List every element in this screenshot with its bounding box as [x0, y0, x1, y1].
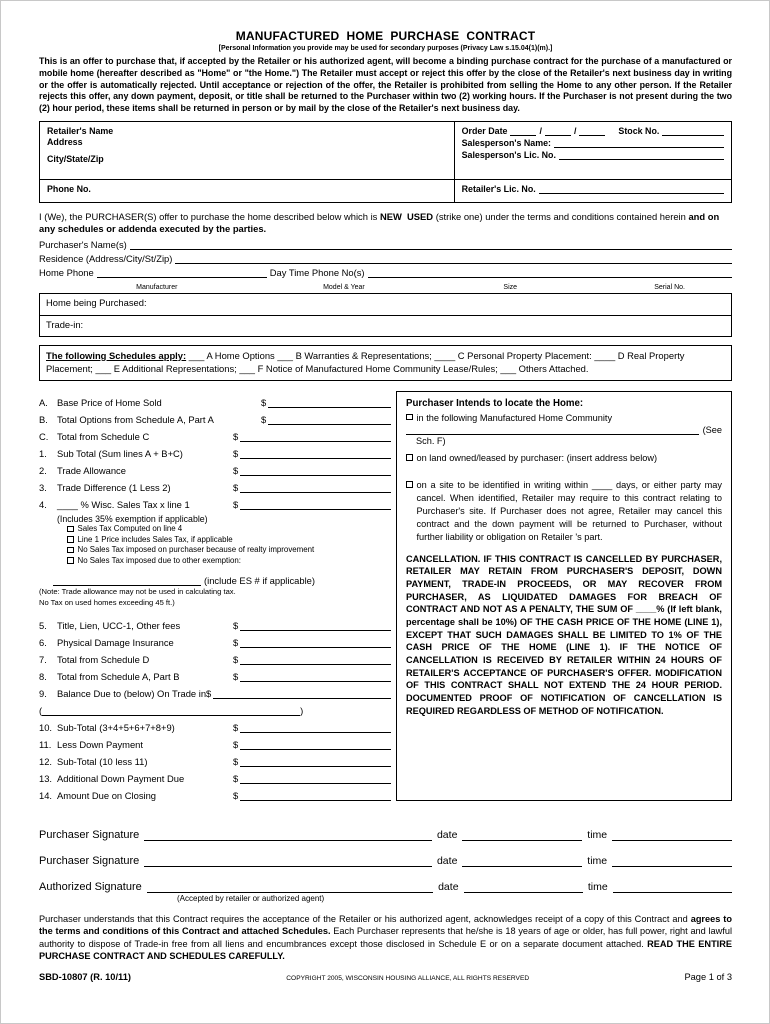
locate-home-box: [396, 391, 732, 801]
es-number-note: (include ES # if applicable): [204, 574, 315, 586]
time-label: time: [587, 854, 608, 867]
purchaser-signature-row-1: [39, 815, 732, 841]
see-schedule-note: (See: [702, 425, 722, 436]
form-number: SBD-10807 (R. 10/11): [39, 971, 131, 982]
amount-blank[interactable]: [240, 654, 391, 665]
checkbox-icon[interactable]: [406, 414, 413, 421]
checkbox-icon[interactable]: [406, 481, 413, 488]
tax-option-row: [39, 534, 391, 545]
amount-blank[interactable]: [240, 722, 391, 733]
retailer-info-box: [39, 121, 732, 203]
currency-symbol: $: [233, 430, 239, 442]
home-phone-label: Home Phone: [39, 266, 94, 278]
salesperson-lic-blank[interactable]: [559, 150, 724, 160]
purchaser-names-blank[interactable]: [130, 239, 732, 250]
open-paren: (: [39, 704, 43, 716]
amount-blank[interactable]: [240, 620, 391, 631]
header-size: Size: [503, 283, 518, 291]
locate-option-community-label: in the following Manufactured Home Community: [416, 412, 613, 423]
checkbox-icon[interactable]: [67, 547, 74, 554]
tax-option-label: Line 1 Price includes Sales Tax, if applicable: [77, 534, 233, 544]
order-day-blank[interactable]: [545, 126, 571, 136]
table-row-home-purchased: [40, 294, 731, 315]
retailer-lic-label: Retailer's Lic. No.: [461, 183, 536, 194]
purchaser-signature-row-2: [39, 841, 732, 867]
price-line: [39, 493, 391, 510]
table-row-trade-in: [40, 315, 731, 336]
offer-paragraph: [39, 211, 732, 236]
phone-cell: [40, 180, 455, 202]
line-number: 6.: [39, 636, 47, 648]
currency-symbol: $: [233, 481, 239, 493]
price-line: [39, 442, 391, 459]
offer-lead: I (We), the PURCHASER(S) offer to purchase the home described below which is: [39, 210, 378, 222]
line-label: Title, Lien, UCC-1, Other fees: [57, 619, 181, 631]
price-line: [39, 716, 391, 733]
line-label: Total from Schedule D: [57, 653, 150, 665]
line-number: 13.: [39, 772, 53, 784]
currency-symbol: $: [233, 636, 239, 648]
new-used-options: NEW USED: [379, 210, 434, 222]
residence-label: Residence (Address/City/St/Zip): [39, 252, 173, 264]
date-separator: /: [573, 125, 577, 136]
amount-blank[interactable]: [240, 739, 391, 750]
order-year-blank[interactable]: [579, 126, 605, 136]
price-line: [39, 408, 391, 425]
purchaser-names-row: [39, 239, 732, 250]
price-line: [39, 750, 391, 767]
line-number: 11.: [39, 738, 52, 750]
currency-symbol: $: [233, 653, 239, 665]
price-line: [39, 767, 391, 784]
currency-symbol: $: [233, 772, 239, 784]
currency-symbol: $: [206, 687, 212, 699]
amount-blank[interactable]: [240, 499, 391, 510]
signature-label: Purchaser Signature: [39, 828, 140, 841]
locate-option-owned-land-label: on land owned/leased by purchaser: (insert address below): [416, 453, 658, 464]
price-line: [39, 459, 391, 476]
line-label: ____ % Wisc. Sales Tax x line 1: [57, 498, 190, 510]
schedules-lead: The following Schedules apply:: [46, 349, 187, 361]
date-label: date: [436, 828, 458, 841]
page-title: MANUFACTURED HOME PURCHASE CONTRACT: [235, 29, 536, 43]
currency-symbol: $: [233, 789, 239, 801]
order-info-cell: [455, 122, 731, 180]
price-line: [39, 391, 391, 408]
currency-symbol: $: [261, 396, 267, 408]
home-phone-blank[interactable]: [97, 267, 267, 278]
checkbox-icon[interactable]: [67, 536, 74, 543]
line-number: 10.: [39, 721, 53, 733]
line-label: Total from Schedule A, Part B: [57, 670, 180, 682]
time-blank[interactable]: [612, 854, 732, 867]
date-blank[interactable]: [462, 854, 582, 867]
checkbox-icon[interactable]: [67, 526, 74, 533]
offer-bold-tail: and on any schedules or addenda executed by the parties.: [39, 210, 720, 235]
currency-symbol: $: [233, 670, 239, 682]
date-label: date: [436, 854, 458, 867]
pricing-and-location-section: [39, 391, 732, 801]
amount-blank[interactable]: [240, 448, 391, 459]
line-label: Sub Total (Sum lines A + B+C): [57, 447, 183, 459]
line-label: Total from Schedule C: [57, 430, 150, 442]
line-number: 12.: [39, 755, 53, 767]
line-number: C.: [39, 430, 49, 442]
tax-option-row: [39, 524, 391, 535]
amount-blank[interactable]: [240, 773, 391, 784]
line-number: B.: [39, 413, 48, 425]
used-home-note: No Tax on used homes exceeding 45 ft.): [39, 597, 175, 607]
locate-option-owned-land: [406, 452, 722, 465]
salesperson-lic-row: [462, 150, 724, 160]
amount-blank[interactable]: [240, 482, 391, 493]
line-label: Trade Difference (1 Less 2): [57, 481, 171, 493]
salesperson-name-blank[interactable]: [554, 138, 724, 148]
retailer-identity-cell: [40, 122, 455, 180]
authorized-signature-row: [39, 867, 732, 893]
closing-bold-1: agrees to the terms and conditions of this Contract and attached Schedules.: [39, 913, 732, 937]
privacy-note: [Personal Information you provide may be used for secondary purposes (Privacy Law s.15.04(1)(m).]: [218, 45, 553, 52]
day-phone-label: Day Time Phone No(s): [269, 266, 365, 278]
line-number: 3.: [39, 481, 47, 493]
order-month-blank[interactable]: [510, 126, 536, 136]
home-table-headers: [39, 284, 732, 291]
line-number: 9.: [39, 687, 47, 699]
footer-bar: [39, 972, 732, 982]
line-label: Sub-Total (3+4+5+6+7+8+9): [57, 721, 175, 733]
stock-no-blank[interactable]: [662, 126, 724, 136]
trade-allowance-note: (Note: Trade allowance may not be used in calculating tax.: [39, 586, 236, 596]
header-serial-no: Serial No.: [654, 283, 685, 291]
line-number: A.: [39, 396, 48, 408]
copyright-notice: COPYRIGHT 2005, WISCONSIN HOUSING ALLIANCE, ALL RIGHTS RESERVED: [286, 974, 530, 982]
price-line: [39, 682, 391, 699]
line-number: 8.: [39, 670, 47, 682]
signature-blank[interactable]: [144, 854, 432, 867]
line-number: 14.: [39, 789, 53, 801]
line-number: 2.: [39, 464, 47, 476]
other-exemption-blank[interactable]: [53, 576, 201, 586]
currency-symbol: $: [233, 447, 239, 459]
line-number: 7.: [39, 653, 47, 665]
line-number: 1.: [39, 447, 47, 459]
price-line: [39, 614, 391, 631]
price-line: [39, 784, 391, 801]
strike-one-note: (strike one) under the terms and conditions contained herein: [435, 210, 686, 222]
line-label: Additional Down Payment Due: [57, 772, 185, 784]
residence-row: [39, 253, 732, 264]
line-label: Balance Due to (below) On Trade in: [57, 687, 207, 699]
closing-bold-2: READ THE ENTIRE PURCHASE CONTRACT AND SCHEDULES CAREFULLY.: [39, 938, 732, 962]
signature-blank[interactable]: [144, 828, 432, 841]
intro-paragraph: This is an offer to purchase that, if accepted by the Retailer or his authorized agent, will become a binding purchase contract for the purchase of a manufactured or mobile home (hereafter described as "Home" or "the Home.") The Retailer must accept or reject this offer by the close of the Retailer's next business day in writing or the offer is automatically rejected. Until acceptance or rejection of the offer, the Retailer is prohibited from selling the Home to any other person. If the Retailer rejects this offer, any down payment, deposit, or title shall be returned to the Purchaser within two (2) working hours. If the Purchaser is not present during the two (2) hour period, these items shall be returned in person or by mail by the close of the Retailer's next business day.: [39, 56, 732, 113]
accepted-by-note: (Accepted by retailer or authorized agent): [177, 893, 325, 903]
amount-blank[interactable]: [240, 756, 391, 767]
page-number: Page 1 of 3: [684, 971, 732, 982]
line-number: 5.: [39, 619, 47, 631]
line-label: Physical Damage Insurance: [57, 636, 174, 648]
checkbox-icon[interactable]: [406, 454, 413, 461]
cancellation-clause: CANCELLATION. IF THIS CONTRACT IS CANCELLED BY PURCHASER, RETAILER MAY RETAIN FROM PURCHASER'S DEPOSIT, DOWN PAYMENT, TRADE-IN PROCEEDS, OR MAY RECOVER FROM PURCHASER, AS LIQUIDATED DAMAGES FOR BREACH OF CONTRACT AND NOT AS A PENALTY, THE SUM OF ____% (If left blank, percentage shall be 10%) OF THE CASH PRICE OF THE HOME (LINE 1), EXCEPT THAT SUCH DAMAGES SHALL BE LIMITED TO 1% OF THE CASH PRICE OF THE HOME (LINE 1). IF THE NOTICE OF CANCELLATION IS RECEIVED BY RETAILER WITHIN 24 HOURS OF RETAILER'S ACCEPTANCE OF PURCHASER'S OFFER. MODIFICATION OF THIS CONTRACT SHALL NOT EXTEND THE 24 HOUR PERIOD. DOCUMENTED PROOF OF NOTIFICATION OF CANCELLATION IS REQUIRED REGARDLESS OF METHOD OF NOTIFICATION.: [406, 553, 722, 716]
community-name-blank[interactable]: [406, 424, 699, 435]
purchaser-names-label: Purchaser's Name(s): [39, 238, 127, 250]
date-label: date: [438, 880, 459, 893]
amount-blank[interactable]: [240, 790, 391, 801]
currency-symbol: $: [233, 619, 239, 631]
other-exemption-row: [39, 571, 391, 586]
tax-option-label: No Sales Tax imposed due to other exemption:: [77, 555, 241, 565]
exemption-note: (Includes 35% exemption if applicable): [57, 513, 208, 524]
line-label: Less Down Payment: [57, 738, 143, 750]
date-blank[interactable]: [462, 828, 582, 841]
locate-option-site-tbd-label: on a site to be identified in writing within ____ days, or either party may cancel. When identified, Retailer may require to this contract relating to Purchaser's site. If Purchaser does not agree, Retailer may cancel this contract and the down payment will be returned to Purchaser, without further liability or obligation on Retailer 's part.: [416, 480, 722, 542]
home-purchased-label: Home being Purchased:: [46, 296, 147, 308]
stock-no-label: Stock No.: [618, 125, 660, 136]
header-manufacturer: Manufacturer: [136, 283, 178, 291]
home-description-box: [39, 293, 732, 337]
time-label: time: [587, 880, 608, 893]
see-schedule-ref: Sch. F): [416, 436, 446, 447]
amount-blank[interactable]: [240, 671, 391, 682]
line-label: Trade Allowance: [57, 464, 126, 476]
tax-option-row: [39, 545, 391, 556]
price-line: [39, 733, 391, 750]
line-number: 4.: [39, 498, 47, 510]
amount-blank[interactable]: [268, 397, 391, 408]
salesperson-lic-label: Salesperson's Lic. No.: [461, 149, 556, 160]
date-separator: /: [539, 125, 542, 136]
currency-symbol: $: [233, 498, 239, 510]
line-label: Sub-Total (10 less 11): [57, 755, 148, 767]
currency-symbol: $: [233, 464, 239, 476]
closing-paragraph: [39, 913, 732, 963]
price-line: [39, 425, 391, 442]
price-line: [39, 476, 391, 493]
tax-option-label: No Sales Tax imposed on purchaser because of realty improvement: [77, 545, 315, 555]
time-blank[interactable]: [612, 828, 732, 841]
amount-blank[interactable]: [240, 465, 391, 476]
tax-option-row: [39, 555, 391, 566]
checkbox-icon[interactable]: [67, 557, 74, 564]
price-line: [39, 648, 391, 665]
retailer-lic-blank[interactable]: [539, 184, 724, 194]
order-date-label: Order Date: [461, 125, 508, 136]
closing-text-2: Each Purchaser represents that he/she is 18 years of age or older, has full power, right and lawful authority to dispose of Trade-in free from all liens and encumbrances except those disclosed in Schedule E or on a separate document attached.: [39, 926, 732, 949]
retailer-name-label: Retailer's Name: [47, 125, 114, 136]
line-label: Amount Due on Closing: [57, 789, 157, 801]
locate-option-community: [406, 412, 722, 425]
close-paren: ): [300, 704, 304, 716]
trade-balance-blank[interactable]: [42, 705, 300, 716]
signature-section: [39, 815, 732, 903]
day-phone-blank[interactable]: [368, 267, 732, 278]
residence-blank[interactable]: [175, 253, 732, 264]
price-line: [39, 631, 391, 648]
amount-blank[interactable]: [240, 637, 391, 648]
retailer-address-label: Address: [47, 136, 83, 147]
order-date-row: [462, 126, 724, 136]
retailer-lic-row: [462, 184, 724, 194]
date-blank[interactable]: [464, 880, 583, 893]
closing-text-1: Purchaser understands that this Contract requires the acceptance of the Retailer or his authorized agent, acknowledges receipt of a copy of this Contract and: [39, 913, 688, 924]
header-model-year: Model & Year: [323, 283, 365, 291]
signature-label: Authorized Signature: [39, 880, 142, 893]
trade-balance-paren-row: [39, 699, 391, 716]
price-line: [39, 665, 391, 682]
locate-box-title: Purchaser Intends to locate the Home:: [406, 397, 584, 409]
time-label: time: [587, 828, 608, 841]
community-name-row: [406, 424, 722, 435]
amount-blank[interactable]: [268, 414, 391, 425]
trade-in-label: Trade-in:: [46, 318, 84, 330]
retailer-lic-cell: [455, 180, 731, 202]
amount-blank[interactable]: [213, 688, 391, 699]
locate-option-site-tbd: [406, 479, 722, 543]
currency-symbol: $: [233, 721, 239, 733]
amount-blank[interactable]: [240, 431, 391, 442]
phones-row: [39, 267, 732, 278]
phone-label: Phone No.: [47, 183, 91, 194]
signature-blank[interactable]: [147, 880, 433, 893]
currency-symbol: $: [233, 755, 239, 767]
line-label: Base Price of Home Sold: [57, 396, 162, 408]
line-label: Total Options from Schedule A, Part A: [57, 413, 214, 425]
pricing-column: [39, 391, 391, 801]
salesperson-name-label: Salesperson's Name:: [461, 137, 552, 148]
retailer-city-label: City/State/Zip: [47, 153, 104, 164]
schedules-body: ___ A Home Options ___ B Warranties & Representations; ____ C Personal Property Placement: ____ D Real Property Placement; ___ E Additional Representations; ___ F Notice of Manufactured Home Community Lease/Rules; ___ Others Attached.: [46, 349, 685, 374]
tax-option-label: Sales Tax Computed on line 4: [77, 524, 183, 534]
time-blank[interactable]: [613, 880, 732, 893]
schedules-box: [39, 345, 732, 381]
signature-label: Purchaser Signature: [39, 854, 140, 867]
salesperson-name-row: [462, 138, 724, 148]
currency-symbol: $: [261, 413, 267, 425]
currency-symbol: $: [233, 738, 239, 750]
